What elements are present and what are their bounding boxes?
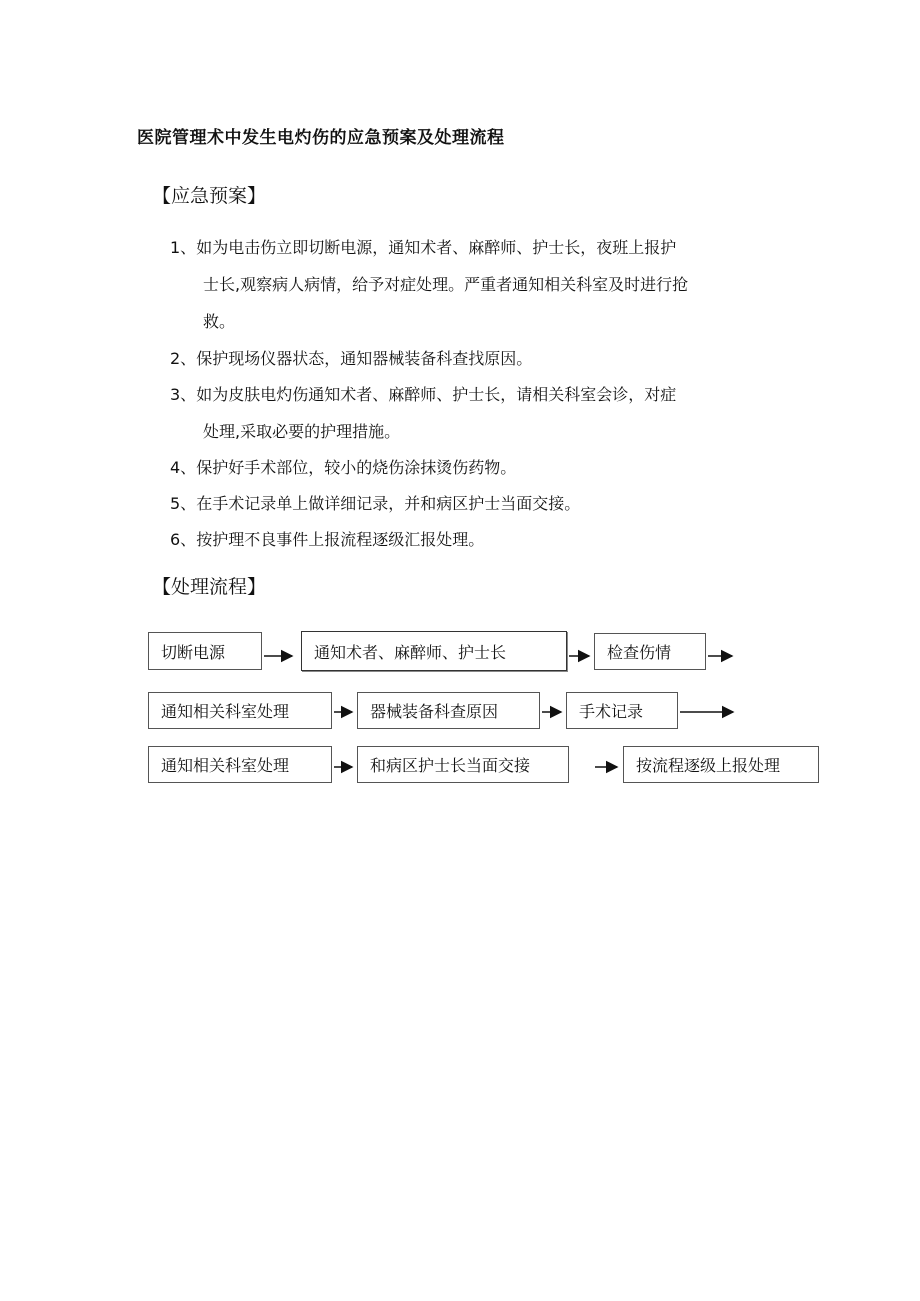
item-number: 4、 <box>170 458 197 477</box>
item-number: 5、 <box>170 494 197 513</box>
item-text-line: 如为皮肤电灼伤通知术者、麻醉师、护士长，请相关科室会诊，对症 <box>196 385 677 404</box>
flow-box-cut-power: 切断电源 <box>148 632 262 670</box>
flow-box-equipment-cause: 器械装备科查原因 <box>357 692 540 729</box>
section-heading-plan: 【应急预案】 <box>152 185 267 207</box>
item-text-line: 按护理不良事件上报流程逐级汇报处理。 <box>196 530 485 549</box>
item-text-line: 在手术记录单上做详细记录，并和病区护士当面交接。 <box>196 494 581 513</box>
item-number: 6、 <box>170 530 197 549</box>
flow-box-notify-dept: 通知相关科室处理 <box>148 692 332 729</box>
item-text-line: 保护现场仪器状态，通知器械装备科查找原因。 <box>196 349 533 368</box>
item-text-line: 如为电击伤立即切断电源，通知术者、麻醉师、护士长，夜班上报护 <box>196 238 677 257</box>
item-text-line: 保护好手术部位，较小的烧伤涂抹烫伤药物。 <box>196 458 517 477</box>
item-number: 2、 <box>170 349 197 368</box>
flow-box-notify-dept-2: 通知相关科室处理 <box>148 746 332 783</box>
flow-box-report: 按流程逐级上报处理 <box>623 746 819 783</box>
item-text-line: 处理,采取必要的护理措施。 <box>203 422 401 441</box>
flow-box-handover: 和病区护士长当面交接 <box>357 746 569 783</box>
item-number: 3、 <box>170 385 197 404</box>
flow-box-notify-staff: 通知术者、麻醉师、护士长 <box>301 631 567 671</box>
item-text-line: 救。 <box>203 312 236 331</box>
item-number: 1、 <box>170 238 197 257</box>
document-title: 医院管理术中发生电灼伤的应急预案及处理流程 <box>137 128 505 148</box>
section-heading-flow: 【处理流程】 <box>152 576 267 598</box>
item-text-line: 士长,观察病人病情，给予对症处理。严重者通知相关科室及时进行抢 <box>203 275 689 294</box>
flow-box-surgery-record: 手术记录 <box>566 692 678 729</box>
flow-box-check-injury: 检查伤情 <box>594 633 706 670</box>
